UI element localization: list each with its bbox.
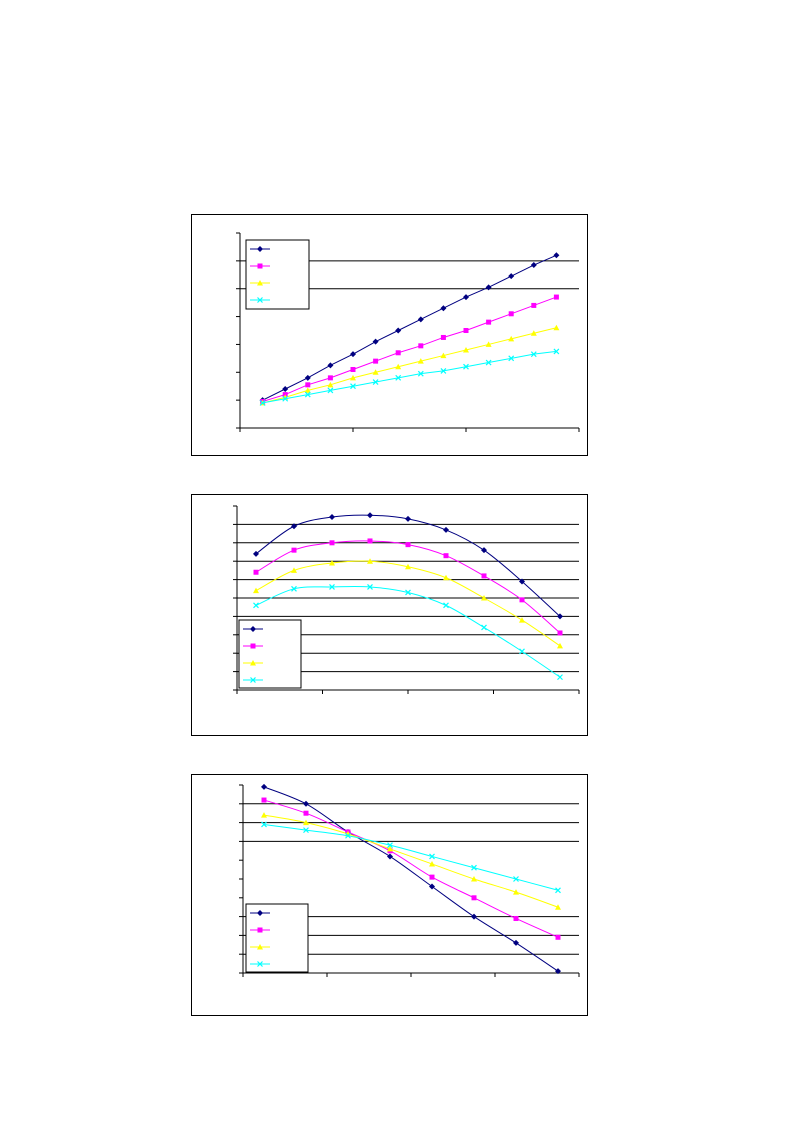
- chart-3-series-1-point-1: [261, 784, 267, 790]
- chart-1-series-1-point-6: [373, 339, 379, 345]
- chart-2-series-2-point-6: [444, 553, 449, 558]
- chart-1-series-1-point-10: [463, 294, 469, 300]
- chart-2-series-3-point-1: [253, 588, 259, 594]
- chart-3-series-2-point-8: [556, 935, 561, 940]
- chart-1-series-1-point-14: [553, 252, 559, 258]
- chart-1-series-1-point-8: [418, 316, 424, 322]
- chart-3-legend-marker-2: [258, 928, 263, 933]
- chart-1-series-1-point-3: [305, 375, 311, 381]
- chart-2-series-1-point-3: [329, 514, 335, 520]
- chart-2-series-3-point-9: [557, 643, 563, 649]
- chart-1-series-2-point-8: [418, 343, 423, 348]
- chart-1-series-2-point-6: [373, 359, 378, 364]
- chart-1-series-3-point-14: [553, 325, 559, 331]
- chart-3-series-2-point-6: [472, 895, 477, 900]
- chart-2-series-4-point-6: [444, 603, 449, 608]
- chart-3-legend: [246, 904, 308, 972]
- chart-2-series-1-point-7: [481, 547, 487, 553]
- chart-2-series-4-point-9: [558, 675, 563, 680]
- chart-2-series-2-point-9: [558, 630, 563, 635]
- chart-2-series-2-point-1: [254, 570, 259, 575]
- chart-3-series-1-point-6: [471, 914, 477, 920]
- chart-2-legend: [239, 620, 301, 688]
- chart-1-series-1-point-7: [395, 328, 401, 334]
- chart-1-series-1-point-11: [486, 284, 492, 290]
- chart-2-series-1-point-5: [405, 516, 411, 522]
- chart-3-series-1-point-7: [513, 940, 519, 946]
- chart-1-series-1-point-2: [282, 386, 288, 392]
- chart-1-series-1-point-5: [350, 351, 356, 357]
- chart-1-series-2-point-4: [328, 375, 333, 380]
- chart-1-svg: [192, 215, 589, 457]
- chart-2-series-4-point-1: [254, 603, 259, 608]
- chart-1-series-2-point-7: [396, 350, 401, 355]
- chart-3-series-2-point-5: [430, 875, 435, 880]
- chart-2-series-3-point-8: [519, 617, 525, 623]
- chart-2-series-2-point-7: [482, 573, 487, 578]
- chart-3-svg: [192, 775, 589, 1017]
- chart-3-series-2-point-7: [514, 916, 519, 921]
- chart-2-series-2-point-4: [368, 538, 373, 543]
- chart-2-series-2-point-8: [520, 597, 525, 602]
- chart-2-legend-marker-2: [251, 644, 256, 649]
- chart-1-series-2-point-11: [486, 320, 491, 325]
- chart-1-series-2-point-10: [464, 328, 469, 333]
- chart-2-series-2-point-3: [330, 540, 335, 545]
- chart-2-series-2-point-5: [406, 542, 411, 547]
- chart-2-series-1-point-4: [367, 512, 373, 518]
- chart-1-series-1-point-9: [440, 305, 446, 311]
- chart-3-series-2-point-2: [304, 811, 309, 816]
- chart-1-series-1-point-12: [508, 273, 514, 279]
- chart-1-series-1-point-13: [531, 262, 537, 268]
- chart-1-legend-marker-2: [258, 264, 263, 269]
- chart-2-series-3-line: [256, 561, 560, 646]
- chart-1-series-2-point-9: [441, 335, 446, 340]
- chart-panel-3: [191, 774, 588, 1016]
- chart-2-series-4-line: [256, 586, 560, 677]
- chart-1-series-2-point-13: [531, 303, 536, 308]
- chart-3-series-1-point-2: [303, 801, 309, 807]
- chart-2-svg: [192, 495, 589, 737]
- chart-panel-2: [191, 494, 588, 736]
- chart-1-legend: [246, 240, 309, 309]
- chart-2-series-1-point-6: [443, 527, 449, 533]
- chart-2-series-2-line: [256, 541, 560, 633]
- chart-3-series-1-point-4: [387, 853, 393, 859]
- chart-1-series-2-point-12: [509, 311, 514, 316]
- chart-1-series-2-point-3: [305, 382, 310, 387]
- chart-1-series-2-point-14: [554, 295, 559, 300]
- chart-2-series-2-point-2: [292, 548, 297, 553]
- chart-2-series-3-point-6: [443, 575, 449, 581]
- chart-3-series-3-point-1: [261, 812, 267, 818]
- chart-1-series-2-point-5: [351, 367, 356, 372]
- chart-panel-1: [191, 214, 588, 456]
- chart-3-series-2-point-1: [262, 798, 267, 803]
- chart-2-series-4-point-7: [482, 625, 487, 630]
- chart-1-series-1-point-4: [327, 362, 333, 368]
